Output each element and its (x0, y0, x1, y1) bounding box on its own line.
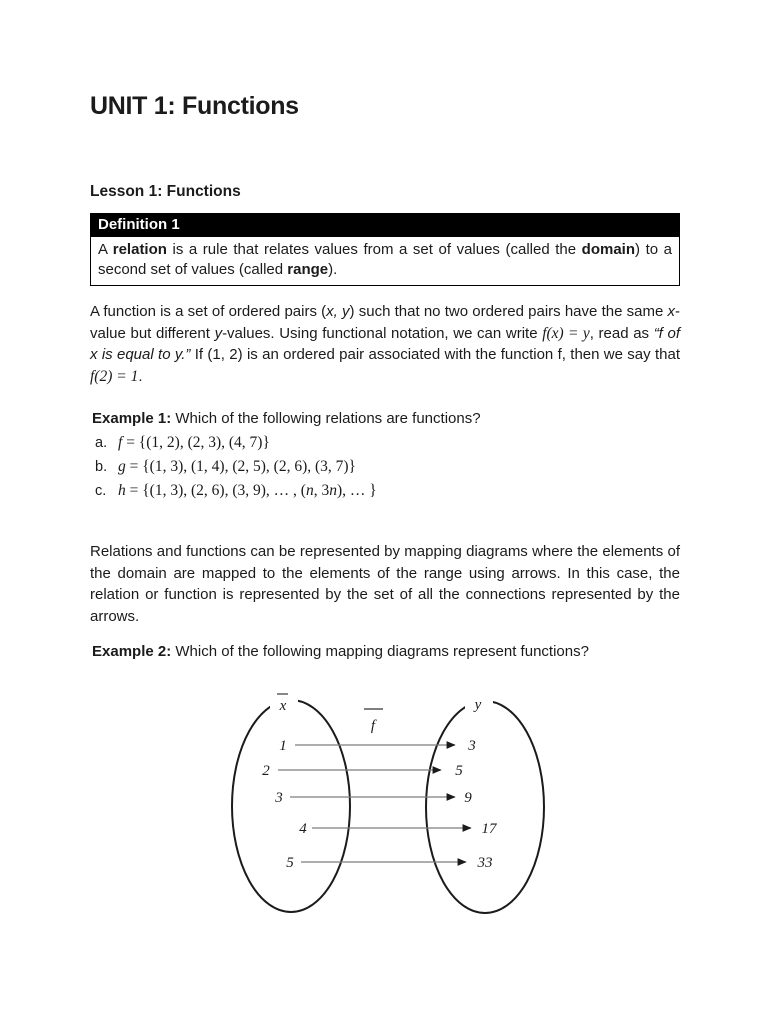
item-letter: b. (95, 459, 108, 475)
mapping-paragraph: Relations and functions can be represented by mapping diagrams where the elements of the domain are mapped to the elements of the range using arrows. In this case, the relation or function is represented by the set of all the connections represented by the arrows. (90, 543, 680, 625)
paragraph-text: . (138, 367, 143, 385)
example2-heading (92, 643, 682, 660)
range-element: 3 (468, 738, 476, 754)
range-ellipse (426, 701, 544, 913)
math-f2-equals-1: f(2) = 1 (90, 367, 139, 385)
lesson-heading: Lesson 1: Functions (90, 183, 241, 200)
definition-term-range: range (287, 261, 329, 278)
definition-header: Definition 1 (90, 213, 680, 237)
math-x: x (667, 303, 675, 320)
range-element: 33 (477, 855, 493, 871)
paragraph-text: A function is a set of ordered pairs ( (90, 303, 327, 320)
quoted-reading: “f of x is equal to y.” (90, 324, 680, 363)
range-element: 17 (481, 821, 497, 837)
item-math (118, 458, 356, 476)
domain-element: 1 (279, 738, 287, 754)
range-element: 9 (464, 790, 472, 806)
unit-title: UNIT 1: Functions (90, 92, 299, 120)
domain-element: 2 (262, 763, 270, 779)
math-y: y (214, 324, 223, 342)
paragraph-text: -value but different (90, 303, 680, 342)
definition-text: A (98, 241, 113, 258)
intro-paragraph (90, 301, 680, 387)
definition-text: ) to a second set of values (called (98, 241, 672, 278)
list-item-b (95, 458, 377, 482)
math-set: , 3 (313, 482, 330, 499)
math-var-g: g (118, 458, 126, 475)
definition-term-relation: relation (112, 241, 167, 258)
math-xy: x, y (326, 303, 350, 320)
math-var-n: n (305, 482, 314, 499)
item-math (118, 482, 377, 500)
item-letter: c. (95, 483, 107, 499)
domain-element: 3 (275, 790, 283, 806)
math-fx-equals-y: f(x) = y (542, 324, 590, 342)
example2-question: Which of the following mapping diagrams represent functions? (171, 643, 589, 660)
domain-ellipse (232, 700, 350, 912)
math-set: = {(1, 3), (2, 6), (3, 9), … , ( (125, 482, 306, 499)
math-var-h: h (118, 482, 126, 499)
paragraph-text: If (1, 2) is an ordered pair associated with the function f, then we say that (190, 346, 681, 363)
domain-element: 5 (286, 855, 294, 871)
math-set: = {(1, 3), (1, 4), (2, 5), (2, 6), (3, 7)} (125, 458, 356, 475)
math-set: = {(1, 2), (2, 3), (4, 7)} (122, 434, 270, 451)
paragraph-text: ) such that no two ordered pairs have the same (349, 303, 668, 320)
math-var-n: n (329, 482, 337, 499)
example1-question: Which of the following relations are functions? (171, 410, 481, 427)
definition-box (90, 213, 680, 286)
range-label: y (474, 697, 482, 713)
mapping-diagram (225, 685, 555, 920)
item-letter: a. (95, 435, 108, 451)
range-element: 5 (455, 763, 463, 779)
definition-text: ). (328, 261, 338, 278)
example1-label: Example 1: (92, 410, 172, 427)
relation-list (95, 434, 377, 506)
paragraph-text: , read as (589, 324, 654, 342)
domain-element: 4 (299, 821, 307, 837)
list-item-c (95, 482, 377, 506)
math-set: ), … } (336, 482, 377, 499)
item-math (118, 434, 270, 452)
example2-label: Example 2: (92, 643, 172, 660)
list-item-a (95, 434, 377, 458)
example1-heading (92, 410, 682, 427)
definition-term-domain: domain (581, 241, 636, 258)
definition-body (90, 237, 680, 286)
domain-label: x (279, 698, 287, 714)
math-var-f: f (118, 434, 123, 451)
function-label: f (370, 718, 376, 734)
paragraph-text: -values. Using functional notation, we can write (222, 324, 543, 342)
definition-text: is a rule that relates values from a set of values (called the (166, 241, 582, 258)
